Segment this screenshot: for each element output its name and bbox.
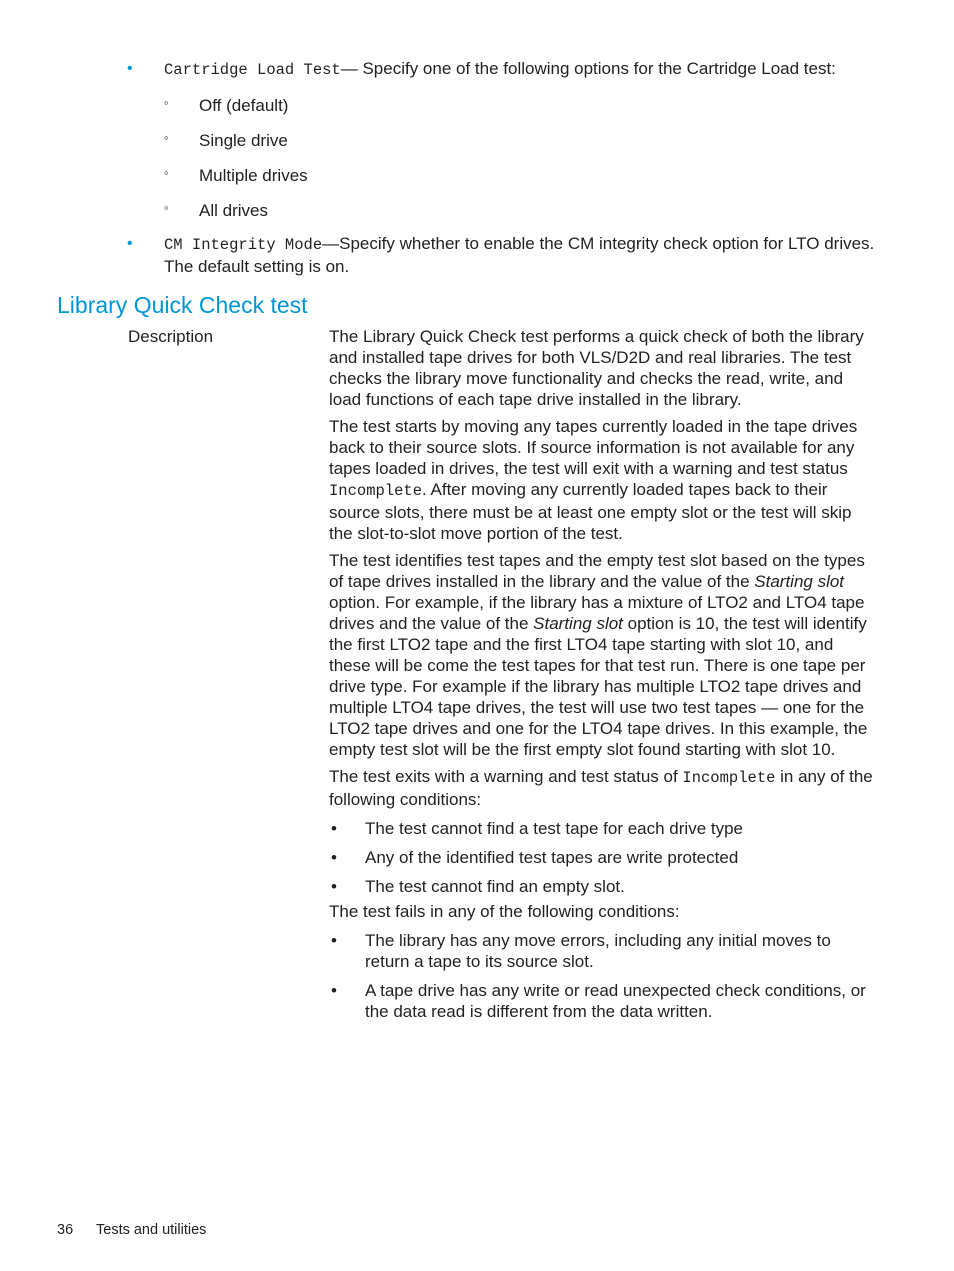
bullet-dot-icon: • <box>127 235 133 252</box>
bullet-dot-icon: • <box>331 848 337 867</box>
option-name: Starting slot <box>754 572 845 591</box>
cartridge-options-list <box>127 95 887 221</box>
bullet-dot-icon: • <box>331 819 337 838</box>
list-item: • The test cannot find an empty slot. <box>331 877 625 896</box>
option-item <box>127 130 887 151</box>
list-item: • The library has any move errors, including any initial moves to return a tape to its source slot. <box>331 931 831 971</box>
circle-bullet-icon: ◦ <box>164 95 169 110</box>
option-item <box>127 95 887 116</box>
circle-bullet-icon: ◦ <box>164 165 169 180</box>
page-footer <box>57 1222 206 1238</box>
circle-bullet-icon: ◦ <box>164 200 169 215</box>
list-item: • A tape drive has any write or read unexpected check conditions, or the data read is different from the data written. <box>331 981 866 1021</box>
warning-conditions-list <box>329 818 874 897</box>
bullet-dot-icon: • <box>331 981 337 1000</box>
bullet-cartridge-load-test <box>127 58 887 81</box>
bullet-dot-icon: • <box>331 877 337 896</box>
cartridge-load-test-text: — Specify one of the following options for the Cartridge Load test: <box>340 59 836 78</box>
list-item: • The test cannot find a test tape for each drive type <box>331 819 744 838</box>
page-number: 36 <box>57 1222 74 1238</box>
chapter-title: Tests and utilities <box>96 1222 207 1238</box>
option-item <box>127 165 887 186</box>
status-code: Incomplete <box>329 482 423 500</box>
cm-integrity-mode-code: CM Integrity Mode <box>164 236 323 254</box>
description-label: Description <box>128 327 214 346</box>
paragraph-4: The test exits with a warning and test status of Incomplete in any of the following conditions: <box>329 767 873 809</box>
bullet-cm-integrity-mode <box>127 233 887 277</box>
option-label: Multiple drives <box>199 166 308 185</box>
circle-bullet-icon: ◦ <box>164 130 169 145</box>
status-code: Incomplete <box>682 769 776 787</box>
fail-conditions-list <box>329 930 874 1022</box>
paragraph-3: The test identifies test tapes and the empty test slot based on the types of tape drives installed in the library and the value of the Starting slot option. For example, if the library has a mixture of LTO2 and LTO4 tape drives and the value of the Starting slot option is 10, the test will identify the first LTO2 tape and the first LTO4 tape starting with slot 10, and these will be come the test tapes for that test run. There is one tape per drive type. For example if the library has multiple LTO2 tape drives and multiple LTO4 tape drives, the test will use two test tapes — one for the LTO2 tape drives and one for the LTO4 tape drives. In this example, the empty test slot will be the first empty slot found starting with slot 10. <box>329 551 868 759</box>
paragraph-1: The Library Quick Check test performs a quick check of both the library and installed tape drives for both VLS/D2D and real libraries. The test checks the library move functionality and checks the read, write, and load functions of each tape drive installed in the library. <box>329 327 864 409</box>
list-item: • Any of the identified test tapes are write protected <box>331 848 739 867</box>
description-body <box>329 326 874 1030</box>
option-label: Off (default) <box>199 96 289 115</box>
cartridge-load-test-code: Cartridge Load Test <box>164 61 341 79</box>
top-bullet-list <box>127 58 887 277</box>
bullet-dot-icon: • <box>331 931 337 950</box>
option-label: All drives <box>199 201 268 220</box>
option-item <box>127 200 887 221</box>
option-label: Single drive <box>199 131 288 150</box>
section-heading: Library Quick Check test <box>57 292 308 318</box>
cm-integrity-mode-text: —Specify whether to enable the CM integrity check option for LTO drives. The default setting is on. <box>164 234 875 276</box>
option-name: Starting slot <box>533 614 623 633</box>
paragraph-5: The test fails in any of the following conditions: <box>329 902 680 921</box>
bullet-dot-icon: • <box>127 60 133 77</box>
paragraph-2: The test starts by moving any tapes currently loaded in the tape drives back to their source slots. If source information is not available for any tapes loaded in drives, the test will exit with a warning and test status Incomplete. After moving any currently loaded tapes back to their source slots, there must be at least one empty slot or the test will skip the slot-to-slot move portion of the test. <box>329 417 858 543</box>
